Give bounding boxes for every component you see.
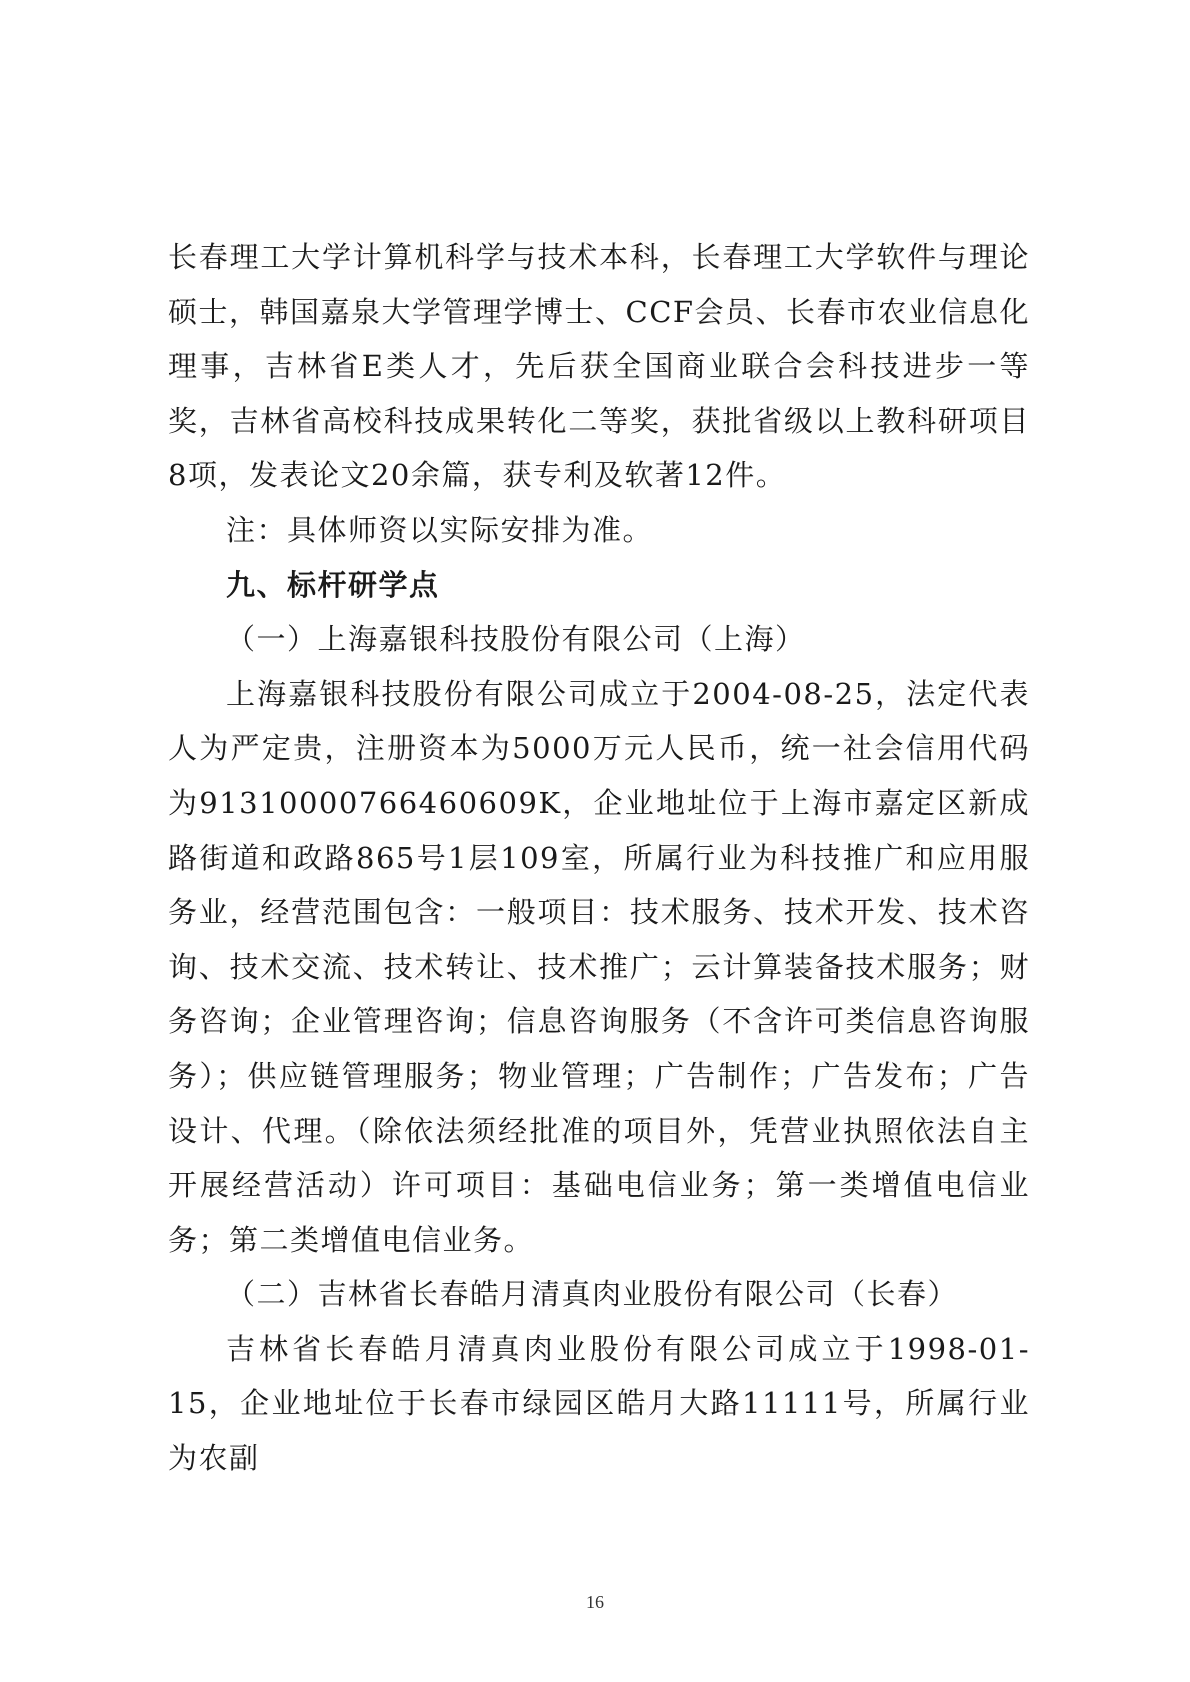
section-heading: 九、标杆研学点 (226, 567, 440, 602)
company2-heading: （二）吉林省长春皓月清真肉业股份有限公司（长春） (226, 1277, 959, 1312)
bio-paragraph: 长春理工大学计算机科学与技术本科，长春理工大学软件与理论硕士，韩国嘉泉大学管理学博士、CCF会员、长春市农业信息化理事，吉林省E类人才，先后获全国商业联合会科技进步一等奖，吉林省高校科技成果转化二等奖，获批省级以上教科研项目8项，发表论文20余篇，获专利及软著12件。 (168, 240, 1031, 493)
company1-heading: （一）上海嘉银科技股份有限公司（上海） (226, 622, 806, 657)
page-number: 16 (586, 1592, 604, 1612)
document-body (168, 230, 1030, 1486)
company2-description: 吉林省长春皓月清真肉业股份有限公司成立于1998-01-15，企业地址位于长春市绿园区皓月大路11111号，所属行业为农副 (168, 1331, 1030, 1476)
company1-description: 上海嘉银科技股份有限公司成立于2004-08-25，法定代表人为严定贵，注册资本为5000万元人民币，统一社会信用代码为91310000766460609K，企业地址位于上海市嘉定区新成路街道和政路865号1层109室，所属行业为科技推广和应用服务业，经营范围包含：一般项目：技术服务、技术开发、技术咨询、技术交流、技术转让、技术推广；云计算装备技术服务；财务咨询；企业管理咨询；信息咨询服务（不含许可类信息咨询服务）；供应链管理服务；物业管理；广告制作；广告发布；广告设计、代理。（除依法须经批准的项目外，凭营业执照依法自主开展经营活动）许可项目：基础电信业务；第一类增值电信业务；第二类增值电信业务。 (168, 676, 1030, 1257)
note-paragraph: 注：具体师资以实际安排为准。 (226, 512, 654, 547)
